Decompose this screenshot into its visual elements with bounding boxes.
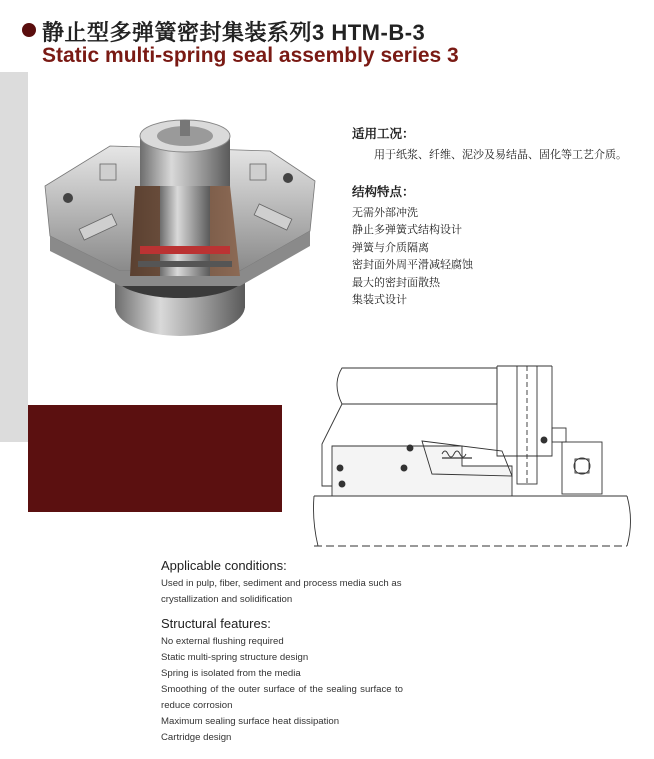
side-gray-band bbox=[0, 72, 28, 442]
cn-feature-item: 无需外部冲洗 bbox=[352, 206, 418, 219]
en-feature-line: No external flushing required bbox=[161, 636, 284, 647]
seal-cross-section-drawing bbox=[312, 356, 638, 552]
en-applicable-heading: Applicable conditions: bbox=[161, 558, 287, 573]
en-applicable-line: Used in pulp, fiber, sediment and process media such as bbox=[161, 578, 402, 589]
cn-feature-item: 弹簧与介质隔离 bbox=[352, 241, 429, 254]
en-features-section bbox=[161, 616, 411, 746]
cn-applicable-section bbox=[352, 126, 627, 164]
en-feature-line: Spring is isolated from the media bbox=[161, 668, 301, 679]
en-feature-line: Smoothing of the outer surface of the sealing surface to bbox=[161, 684, 403, 695]
decorative-red-block bbox=[28, 405, 282, 512]
en-feature-line: reduce corrosion bbox=[161, 700, 233, 711]
cn-feature-item: 最大的密封面散热 bbox=[352, 276, 440, 289]
en-feature-line: Cartridge design bbox=[161, 732, 232, 743]
cn-feature-item: 密封面外周平滑减轻腐蚀 bbox=[352, 259, 473, 271]
cn-feature-item: 集装式设计 bbox=[352, 294, 407, 306]
seal-assembly-photo bbox=[40, 106, 330, 356]
en-features-heading: Structural features: bbox=[161, 616, 271, 631]
page-title-cn: 静止型多弹簧密封集装系列3 HTM-B-3 bbox=[42, 20, 426, 45]
title-bullet bbox=[22, 23, 36, 37]
en-applicable-section bbox=[161, 558, 411, 608]
cn-feature-item: 静止多弹簧式结构设计 bbox=[352, 224, 462, 236]
cn-applicable-text: 用于纸浆、纤维、泥沙及易结晶、固化等工艺介质。 bbox=[374, 148, 627, 161]
cn-features-section bbox=[352, 184, 473, 310]
page-title-en: Static multi-spring seal assembly series 3 bbox=[42, 44, 459, 67]
en-feature-line: Maximum sealing surface heat dissipation bbox=[161, 716, 340, 727]
cn-features-heading: 结构特点： bbox=[352, 185, 415, 199]
en-feature-line: Static multi-spring structure design bbox=[161, 652, 309, 663]
cn-applicable-heading: 适用工况： bbox=[352, 127, 415, 141]
en-applicable-line: crystallization and solidification bbox=[161, 594, 293, 605]
